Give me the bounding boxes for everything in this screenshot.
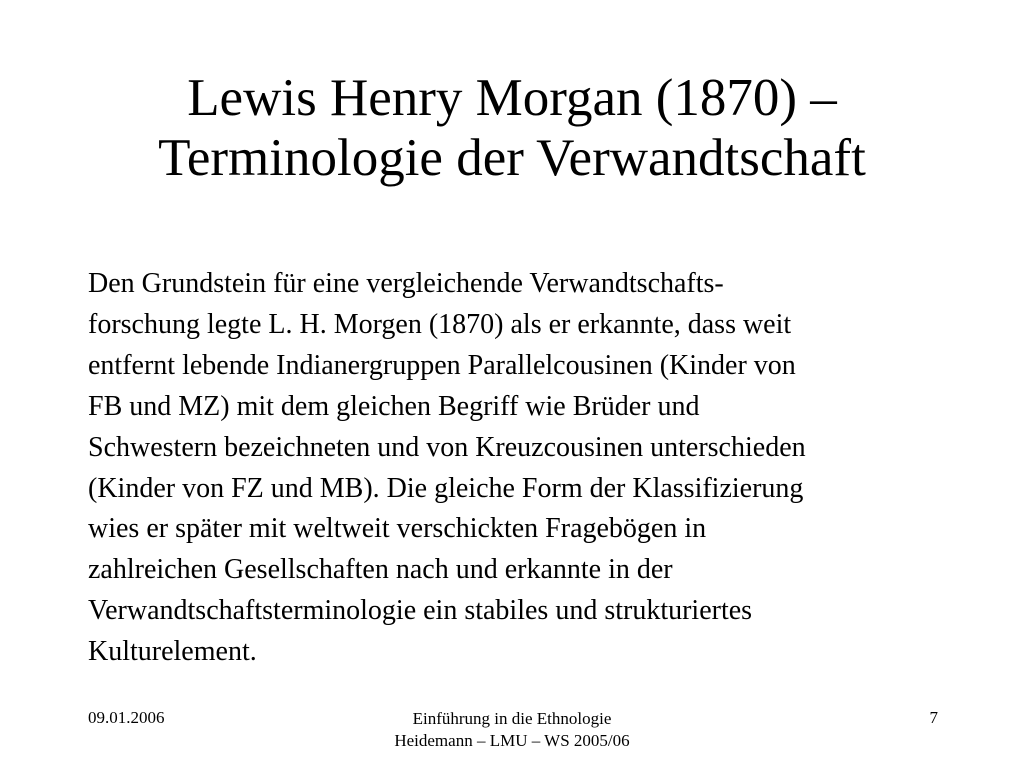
body-line: entfernt lebende Indianergruppen Parallelcousinen (Kinder von [88, 349, 796, 381]
body-line: FB und MZ) mit dem gleichen Begriff wie Brüder und [88, 390, 700, 422]
body-line: (Kinder von FZ und MB). Die gleiche Form der Klassifizierung [88, 472, 804, 504]
footer-course-info [312, 708, 712, 752]
footer-date: 09.01.2006 [88, 708, 165, 727]
body-line: Den Grundstein für eine vergleichende Verwandtschafts- [88, 268, 724, 299]
slide-title-line-1: Lewis Henry Morgan (1870) – [187, 69, 837, 127]
slide-title-line-2: Terminologie der Verwandtschaft [158, 129, 866, 187]
slide-body-text [88, 264, 968, 673]
body-line: Schwestern bezeichneten und von Kreuzcousinen unterschieden [88, 431, 806, 463]
footer-course-title: Einführung in die Ethnologie [412, 709, 612, 728]
footer-page-number: 7 [929, 708, 938, 727]
body-line: Verwandtschaftsterminologie ein stabiles und strukturiertes [88, 595, 753, 627]
body-line: Kulturelement. [88, 636, 257, 668]
footer-course-lecturer: Heidemann – LMU – WS 2005/06 [394, 731, 630, 750]
body-line: zahlreichen Gesellschaften nach und erkannte in der [88, 554, 673, 586]
slide-title [60, 68, 964, 188]
body-line: forschung legte L. H. Morgen (1870) als er erkannte, dass weit [88, 308, 792, 340]
body-line: wies er später mit weltweit verschickten Fragebögen in [88, 513, 707, 545]
